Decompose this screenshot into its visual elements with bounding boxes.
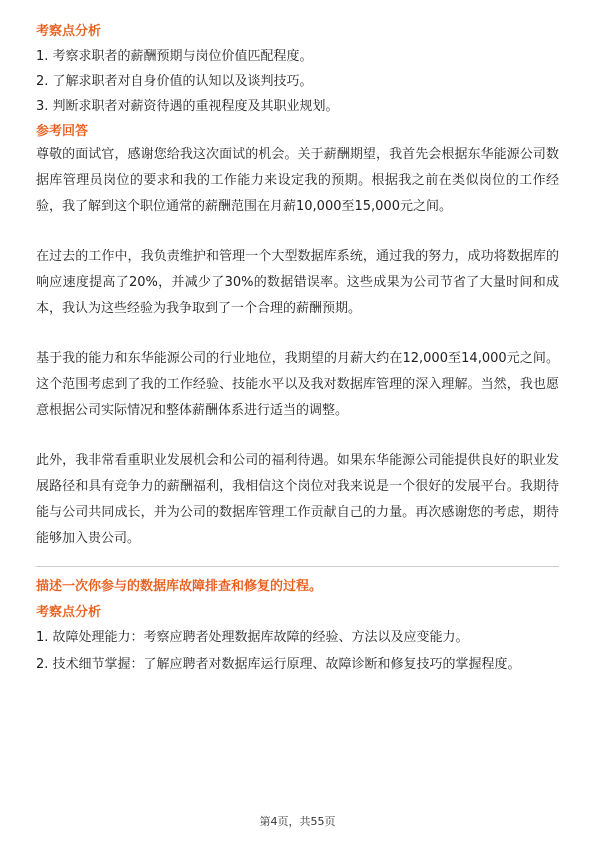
analysis-point: 1. 故障处理能力：考察应聘者处理数据库故障的经验、方法以及应变能力。 bbox=[36, 630, 469, 645]
section-heading-analysis: 考察点分析 bbox=[36, 605, 102, 620]
paragraph-spacer bbox=[36, 424, 559, 448]
section-divider bbox=[36, 566, 559, 567]
answer-paragraph: 在过去的工作中，我负责维护和管理一个大型数据库系统，通过我的努力，成功将数据库的响应速度提高了20%，并减少了30%的数据错误率。这些成果为公司节省了大量时间和成本，我认为这些经验为我争取到了一个合理的薪酬预期。 bbox=[36, 249, 559, 316]
analysis-point: 2. 技术细节掌握：了解应聘者对数据库运行原理、故障诊断和修复技巧的掌握程度。 bbox=[36, 657, 521, 672]
interview-question: 描述一次你参与的数据库故障排查和修复的过程。 bbox=[36, 579, 323, 594]
paragraph-spacer bbox=[36, 322, 559, 346]
section-heading-answer: 参考回答 bbox=[36, 124, 89, 139]
document-page bbox=[36, 22, 559, 682]
answer-paragraph: 基于我的能力和东华能源公司的行业地位，我期望的月薪大约在12,000至14,000元之间。这个范围考虑到了我的工作经验、技能水平以及我对数据库管理的深入理解。当然，我也愿意根据公司实际情况和整体薪酬体系进行适当的调整。 bbox=[36, 351, 559, 418]
analysis-point: 2. 了解求职者对自身价值的认知以及谈判技巧。 bbox=[36, 74, 313, 89]
paragraph-spacer bbox=[36, 220, 559, 244]
analysis-point: 3. 判断求职者对薪资待遇的重视程度及其职业规划。 bbox=[36, 99, 339, 114]
answer-paragraph: 此外，我非常看重职业发展机会和公司的福利待遇。如果东华能源公司能提供良好的职业发展路径和具有竞争力的薪酬福利，我相信这个岗位对我来说是一个很好的发展平台。我期待能与公司共同成长，并为公司的数据库管理工作贡献自己的力量。再次感谢您的考虑，期待能够加入贵公司。 bbox=[36, 453, 559, 546]
section-heading-analysis: 考察点分析 bbox=[36, 24, 102, 39]
answer-paragraph: 尊敬的面试官，感谢您给我这次面试的机会。关于薪酬期望，我首先会根据东华能源公司数据库管理员岗位的要求和我的工作能力来设定我的预期。根据我之前在类似岗位的工作经验，我了解到这个职位通常的薪酬范围在月薪10,000至15,000元之间。 bbox=[36, 147, 559, 214]
page-number: 第4页，共55页 bbox=[259, 815, 336, 828]
analysis-point: 1. 考察求职者的薪酬预期与岗位价值匹配程度。 bbox=[36, 49, 313, 64]
